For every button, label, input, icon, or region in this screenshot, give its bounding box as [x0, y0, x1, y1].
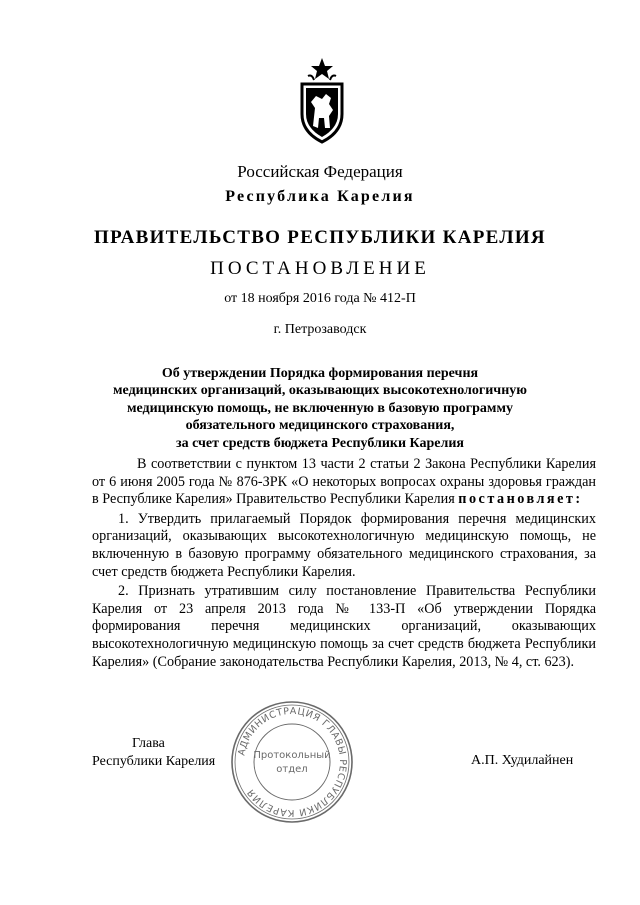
document-body	[92, 456, 596, 673]
stamp-ring-text: АДМИНИСТРАЦИЯ ГЛАВЫ РЕСПУБЛИКИ КАРЕЛИЯ	[236, 705, 349, 819]
country-name: Российская Федерация	[237, 162, 403, 181]
title-line: обязательного медицинского страхования,	[185, 418, 455, 434]
stamp-center-line2: отдел	[276, 764, 308, 775]
preamble-paragraph	[92, 456, 596, 509]
karelia-coat-of-arms-icon	[296, 56, 348, 146]
preamble-text: В соответствии с пунктом 13 части 2 статьи 2 Закона Республики Карелия от 6 июня 2005 года № 876-ЗРК «О некоторых вопросах охраны здоровья граждан в Республике Карелия» Правительство Республики Карелия	[92, 456, 596, 508]
item-2-paragraph: 2. Признать утратившим силу постановление Правительства Республики Карелия от 23 апреля 2013 года № 133-П «Об утверждении Порядка формирования перечня медицинских организаций, оказывающих высокотехнологичную медицинскую помощь за счет средств бюджета Республики Карелия» (Собрание законодательства Республики Карелия, 2013, № 4, ст. 623).	[92, 583, 596, 670]
signatory-title	[92, 735, 215, 770]
resolves-word: постановляет:	[458, 491, 583, 508]
title-line: за счет средств бюджета Республики Карелия	[175, 435, 465, 451]
document-city: г. Петрозаводск	[273, 322, 367, 337]
official-stamp-icon	[228, 698, 356, 826]
signatory-title-line2: Республики Карелия	[92, 753, 216, 769]
government-title: ПРАВИТЕЛЬСТВО РЕСПУБЛИКИ КАРЕЛИЯ	[94, 227, 546, 248]
svg-text:АДМИНИСТРАЦИЯ ГЛАВЫ РЕСПУБЛИКИ	[236, 706, 348, 818]
signatory-title-line1: Глава	[132, 736, 165, 751]
stamp-center-line1: Протокольный	[253, 750, 331, 761]
republic-name: Республика Карелия	[225, 188, 415, 205]
document-title	[0, 365, 640, 452]
item-1-paragraph: 1. Утвердить прилагаемый Порядок формирования перечня медицинских организаций, оказывающих высокотехнологичную медицинскую помощь, не включенную в базовую программу обязательного медицинского страхования, за счет средств бюджета Республики Карелия.	[92, 510, 596, 580]
title-line: медицинских организаций, оказывающих высокотехнологичную	[113, 383, 527, 399]
title-line: Об утверждении Порядка формирования перечня	[161, 366, 479, 381]
signatory-name: А.П. Худилайнен	[471, 753, 574, 768]
document-type: ПОСТАНОВЛЕНИЕ	[210, 258, 430, 279]
document-date-number: от 18 ноября 2016 года № 412-П	[224, 291, 416, 306]
title-line: медицинскую помощь, не включенную в базовую программу	[126, 400, 514, 416]
